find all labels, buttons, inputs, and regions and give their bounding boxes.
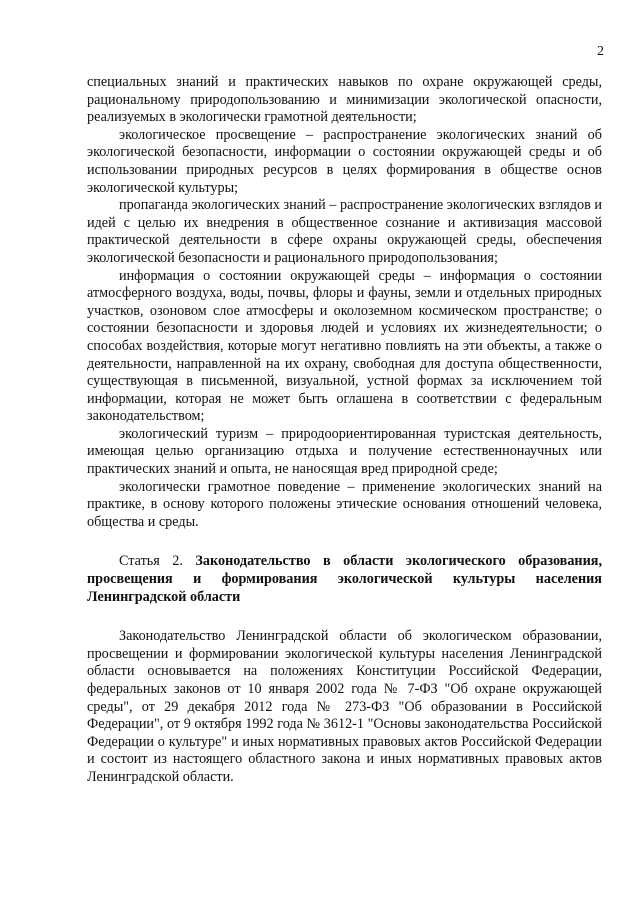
article-label: Статья 2. <box>119 553 183 570</box>
article-heading <box>87 553 602 606</box>
paragraph-environment-information: информация о состоянии окружающей среды – информация о состоянии атмосферного воздуха, воды, почвы, флоры и фауны, земли и отдельных природных участков, озоновом слое атмосферы и околоземном космическом пространстве; о состоянии безопасности и здоровья людей и условиях их жизнедеятельности; о способах воздействия, которые могут негативно повлиять на эти объекты, а также о деятельности, направленной на их охрану, свободная для доступа общественности, существующая в письменной, визуальной, устной формах за исключением той информации, которая не может быть оглашена в соответствии с федеральным законодательством; <box>87 267 602 425</box>
paragraph-ecological-tourism: экологический туризм – природоориентированная туристская деятельность, имеющая целью организацию отдыха и получение естественнонаучных или практических знаний и опыта, не наносящая вред природной среде; <box>87 425 602 478</box>
article-body: Законодательство Ленинградской области об экологическом образовании, просвещении и формировании экологической культуры населения Ленинградской области основывается на положениях Конституции Российской Федерации, федеральных законов от 10 января 2002 года № 7-ФЗ "Об охране окружающей среды", от 29 декабря 2012 года № 273-ФЗ "Об образовании в Российской Федерации", от 9 октября 1992 года № 3612-1 "Основы законодательства Российской Федерации о культуре" и иных нормативных правовых актов Российской Федерации и состоит из настоящего областного закона и иных нормативных правовых актов Ленинградской области. <box>87 628 602 785</box>
article-title: Законодательство в области экологического образования, просвещения и формирования экологической культуры населения Ленинградской области <box>87 553 603 605</box>
paragraph-continuation: специальных знаний и практических навыков по охране окружающей среды, рациональному природопользованию и минимизации экологической опасности, реализуемых в экологически грамотной деятельности; <box>87 74 602 126</box>
paragraph-ecological-enlightenment: экологическое просвещение – распространение экологических знаний об экологической безопасности, информации о состоянии окружающей среды и об использовании природных ресурсов в целях формирования в обществе основ экологической культуры; <box>87 126 602 196</box>
paragraph-ecological-behavior: экологически грамотное поведение – применение экологических знаний на практике, в основу которого положены этические основания отношений человека, общества и среды. <box>87 478 602 530</box>
paragraph-propaganda: пропаганда экологических знаний – распространение экологических взглядов и идей с целью их внедрения в общественное сознание и активизация массовой практической деятельности в сфере охраны окружающей среды, обеспечения экологической безопасности и рационального природопользования; <box>87 197 602 266</box>
page-number: 2 <box>597 44 604 59</box>
document-body <box>87 74 602 787</box>
